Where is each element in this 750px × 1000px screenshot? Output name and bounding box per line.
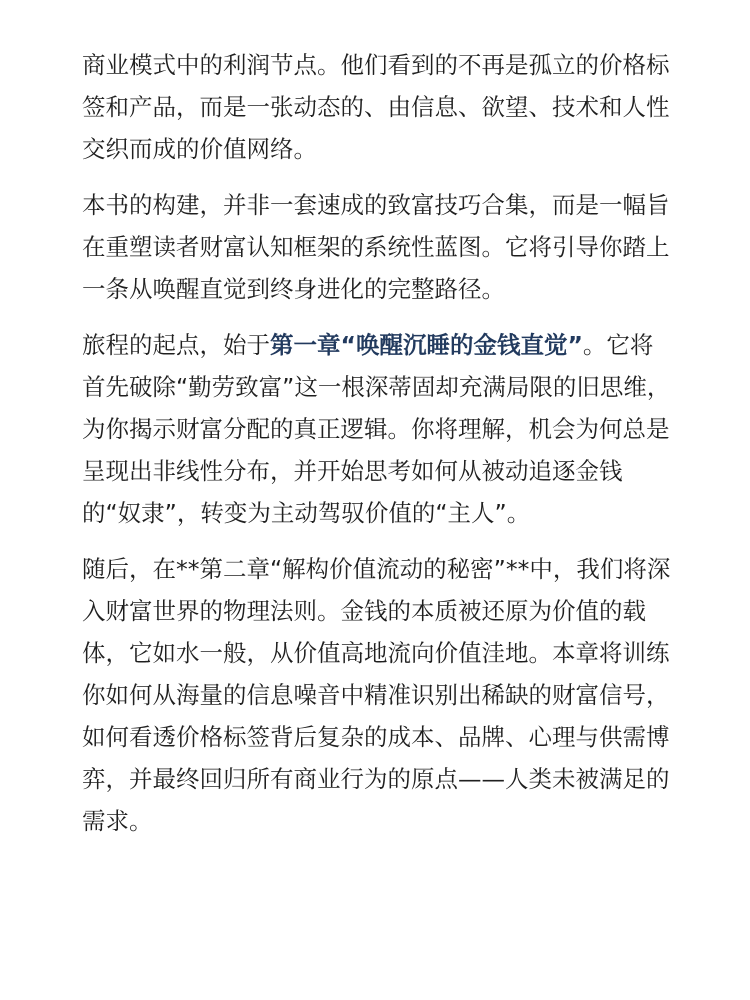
article-body <box>82 44 672 856</box>
paragraph-3-intro: 旅程的起点，始于 <box>82 331 270 359</box>
paragraph-4-text: 随后，在**第二章“解构价值流动的秘密”**中，我们将深入财富世界的物理法则。金钱的本质被还原为价值的载体，它如水一般，从价值高地流向价值洼地。本章将训练你如何从海量的信息噪音中精准识别出稀缺的财富信号，如何看透价格标签背后复杂的成本、品牌、心理与供需博弈，并最终回归所有商业行为的原点——人类未被满足的需求。 <box>82 555 671 835</box>
paragraph-3 <box>82 324 672 534</box>
paragraph-2 <box>82 184 672 310</box>
paragraph-4 <box>82 548 672 842</box>
paragraph-2-text: 本书的构建，并非一套速成的致富技巧合集，而是一幅旨在重塑读者财富认知框架的系统性蓝图。它将引导你踏上一条从唤醒直觉到终身进化的完整路径。 <box>82 191 670 303</box>
paragraph-1-text: 商业模式中的利润节点。他们看到的不再是孤立的价格标签和产品，而是一张动态的、由信息、欲望、技术和人性交织而成的价值网络。 <box>82 51 670 163</box>
paragraph-3-body: 。它将首先破除“勤劳致富”这一根深蒂固却充满局限的旧思维，为你揭示财富分配的真正逻辑。你将理解，机会为何总是呈现出非线性分布，并开始思考如何从被动追逐金钱的“奴隶”，转变为主动驾驭价值的“主人”。 <box>82 331 671 527</box>
paragraph-1 <box>82 44 672 170</box>
chapter-one-title: 第一章“唤醒沉睡的金钱直觉” <box>270 331 583 359</box>
